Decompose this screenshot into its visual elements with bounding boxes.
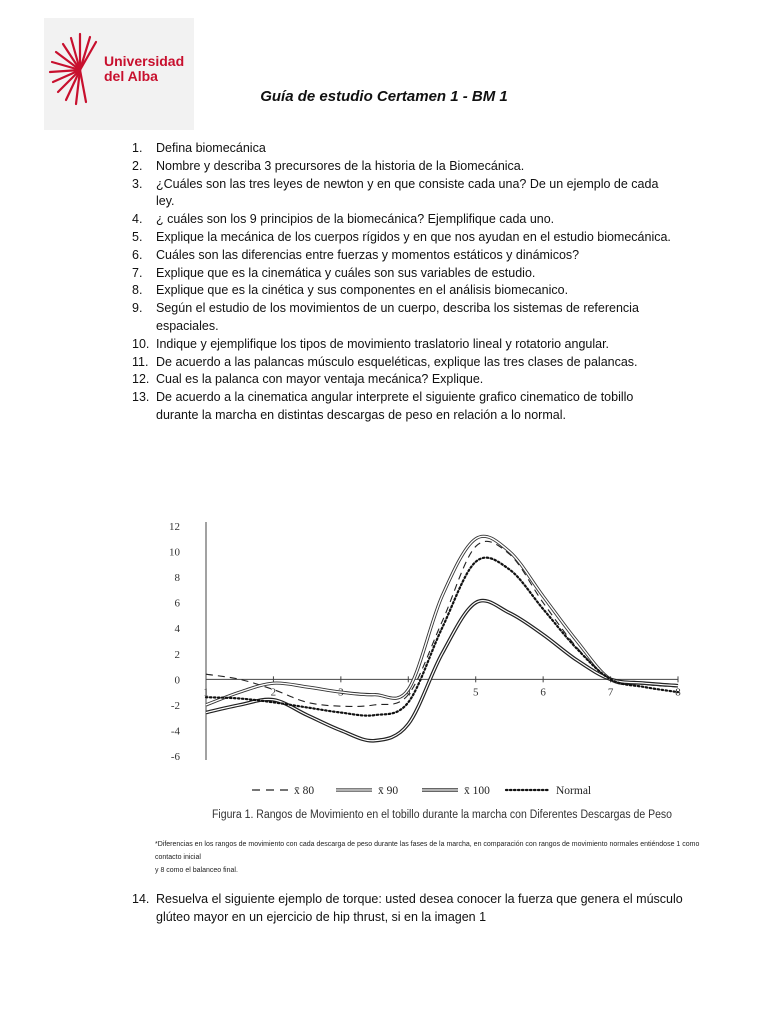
y-tick-label: 6 [174, 597, 180, 610]
figure-footnote [155, 838, 715, 877]
question-text: Nombre y describa 3 precursores de la historia de la Biomecánica. [156, 158, 525, 173]
question-text: ¿ cuáles son los 9 principios de la biomecánica? Ejemplifique cada uno. [156, 212, 555, 227]
y-tick-label: 0 [174, 674, 180, 687]
x-tick-label: 2 [270, 686, 277, 699]
logo-wordmark [104, 54, 184, 84]
question-number: 9. [132, 301, 143, 316]
y-tick-label: -6 [170, 751, 180, 763]
question-number: 14. [132, 892, 150, 906]
y-tick-label: 12 [169, 521, 180, 533]
y-tick-label: 10 [169, 546, 180, 559]
question-number: 8. [132, 283, 143, 298]
x-tick-label: 5 [472, 686, 479, 699]
question-item [132, 229, 672, 247]
question-number: 7. [132, 265, 143, 280]
question-text: Explique la mecánica de los cuerpos rígidos y en que nos ayudan en el estudio biomecánica. [156, 229, 671, 244]
y-tick-label: -4 [170, 725, 180, 738]
question-14 [132, 890, 692, 926]
question-number: 10. [132, 336, 150, 351]
question-text: Explique que es la cinética y sus componentes en el análisis biomecanico. [156, 283, 569, 298]
question-item [132, 371, 672, 389]
question-number: 2. [132, 158, 143, 173]
question-item [132, 158, 672, 176]
legend-item [506, 785, 591, 797]
question-list [132, 140, 672, 425]
question-text: Indique y ejemplifique los tipos de movimiento traslatorio lineal y rotatorio angular. [156, 336, 610, 351]
y-tick-label: 8 [174, 572, 180, 585]
question-item [132, 300, 672, 336]
x-tick-label: 7 [607, 686, 614, 699]
question-number: 4. [132, 212, 143, 227]
university-logo [44, 18, 194, 130]
question-item [132, 211, 672, 229]
logo-line-1: Universidad [104, 53, 185, 69]
legend-label: x̄ 80 [294, 785, 315, 797]
legend-label: x̄ 90 [378, 785, 399, 797]
question-number: 6. [132, 247, 143, 262]
figure-caption: Figura 1. Rangos de Movimiento en el tobillo durante la marcha con Diferentes Descargas de Peso [212, 809, 672, 821]
question-number: 11. [132, 354, 149, 369]
question-text: Cual es la palanca con mayor ventaja mecánica? Explique. [156, 372, 484, 387]
question-item [132, 389, 672, 425]
question-number: 13. [132, 390, 150, 405]
question-text: Defina biomecánica [156, 141, 266, 155]
question-item [132, 247, 672, 265]
legend-item [422, 785, 490, 797]
question-item [132, 354, 672, 372]
x-tick-label: 6 [540, 686, 546, 699]
legend-label: x̄ 100 [464, 785, 490, 797]
logo-line-2: del Alba [104, 68, 158, 84]
question-text: Según el estudio de los movimientos de un cuerpo, describa los sistemas de referencia espaciales. [156, 301, 639, 333]
ankle-rom-chart [140, 512, 700, 842]
question-number: 5. [132, 229, 143, 244]
question-number: 1. [132, 141, 143, 155]
x-tick-label: 1 [203, 686, 209, 699]
question-item [132, 140, 672, 158]
chart-svg [140, 512, 700, 842]
question-item [132, 336, 672, 354]
x-tick-label: 8 [675, 686, 681, 699]
question-text: De acuerdo a la cinematica angular interprete el siguiente grafico cinematico de tobillo durante la marcha en distintas descargas de peso en relación a lo normal. [156, 390, 634, 422]
question-item [132, 265, 672, 283]
y-tick-label: 4 [174, 623, 180, 636]
question-item [132, 176, 672, 212]
question-number: 3. [132, 176, 143, 191]
legend-item [252, 785, 314, 797]
x-tick-label: 4 [405, 686, 412, 699]
legend-label: Normal [556, 785, 592, 797]
y-tick-label: 2 [174, 648, 180, 661]
question-text: De acuerdo a las palancas músculo esqueléticas, explique las tres clases de palancas. [156, 354, 638, 369]
footnote-line-1: *Diferencias en los rangos de movimiento con cada descarga de peso durante las fases de la marcha, en comparación con rangos de movimiento normales entiéndose 1 como contacto inicial [155, 841, 700, 861]
question-text: ¿Cuáles son las tres leyes de newton y en que consiste cada una? De un ejemplo de cada ley. [156, 176, 659, 209]
page-title: Guía de estudio Certamen 1 - BM 1 [260, 88, 508, 105]
question-item [132, 282, 672, 300]
question-number: 12. [132, 372, 150, 387]
y-tick-label: -2 [170, 699, 180, 712]
x-tick-label: 3 [338, 686, 344, 699]
footnote-line-2: y 8 como el balanceo final. [155, 867, 238, 874]
question-text: Resuelva el siguiente ejemplo de torque: usted desea conocer la fuerza que genera el músculo glúteo mayor en un ejercicio de hip thrust, si en la imagen 1 [156, 892, 683, 924]
legend-item [336, 785, 398, 797]
question-text: Cuáles son las diferencias entre fuerzas y momentos estáticos y dinámicos? [156, 247, 580, 262]
question-text: Explique que es la cinemática y cuáles son sus variables de estudio. [156, 265, 536, 280]
